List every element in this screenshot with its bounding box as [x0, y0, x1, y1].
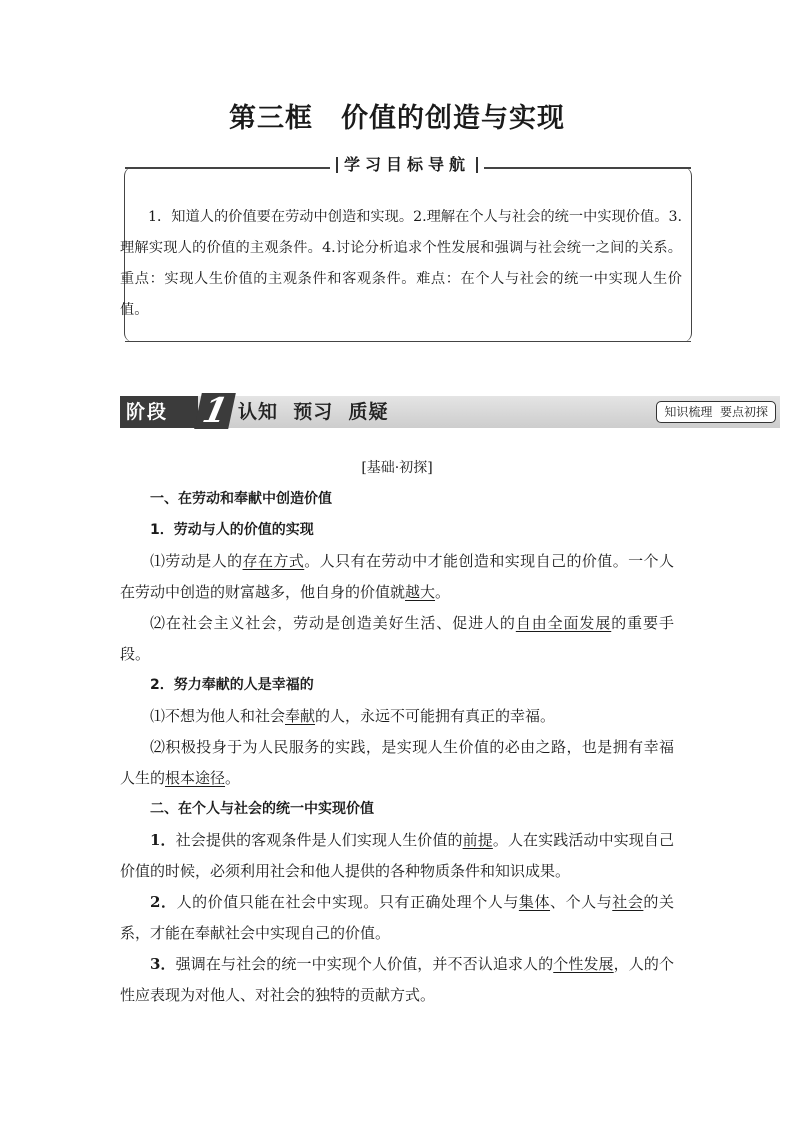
paragraph: ⑵积极投身于为人民服务的实践，是实现人生价值的必由之路，也是拥有幸福人生的根本途径。: [120, 738, 674, 787]
subheading-1: 1．劳动与人的价值的实现: [150, 522, 314, 538]
answer-blank: 自由全面发展: [515, 614, 612, 632]
answer-blank: 根本途径: [165, 769, 226, 787]
learning-goals-title: [330, 152, 484, 178]
title-right-bar: [476, 157, 478, 173]
learning-goals-label: 学习目标导航: [343, 155, 470, 174]
stage-title: 认知 预习 质疑: [238, 401, 389, 423]
subheading-2: 2．努力奉献的人是幸福的: [150, 677, 314, 693]
paragraph: 1．社会提供的客观条件是人们实现人生价值的前提。人在实践活动中实现自己价值的时候，必须利用社会和他人提供的各种物质条件和知识成果。: [120, 831, 674, 880]
answer-blank: 社会: [612, 893, 644, 911]
answer-blank: 存在方式: [242, 552, 305, 570]
main-content: [120, 455, 674, 1011]
title-left-bar: [336, 157, 338, 173]
section-heading-2: 二、在个人与社会的统一中实现价值: [150, 801, 374, 817]
answer-blank: 集体: [518, 893, 551, 911]
answer-blank: 越大: [405, 583, 436, 601]
paragraph: ⑵在社会主义社会，劳动是创造美好生活、促进人的自由全面发展的重要手段。: [120, 614, 674, 663]
page-title: 第三框 价值的创造与实现: [229, 103, 565, 134]
paragraph: 3．强调在与社会的统一中实现个人价值，并不否认追求人的个性发展，人的个性应表现为对他人、对社会的独特的贡献方式。: [120, 955, 674, 1004]
answer-blank: 前提: [462, 831, 493, 849]
stage-tag: 知识梳理 要点初探: [656, 401, 776, 423]
section-tag: [基础·初探]: [361, 460, 433, 476]
paragraph: 2．人的价值只能在社会中实现。只有正确处理个人与集体、个人与社会的关系，才能在奉献社会中实现自己的价值。: [120, 893, 674, 942]
stage-banner: [120, 391, 780, 431]
learning-goals-text: 1．知道人的价值要在劳动中创造和实现。2.理解在个人与社会的统一中实现价值。3.理解实现人的价值的主观条件。4.讨论分析追求个性发展和强调与社会统一之间的关系。重点：实现人生价值的主观条件和客观条件。难点：在个人与社会的统一中实现人生价值。: [120, 209, 682, 318]
answer-blank: 奉献: [285, 707, 316, 725]
stage-label: 阶段: [120, 396, 198, 428]
stage-number: 1: [194, 393, 236, 429]
section-heading-1: 一、在劳动和奉献中创造价值: [150, 491, 332, 507]
answer-blank: 个性发展: [553, 955, 614, 973]
paragraph: ⑴劳动是人的存在方式。人只有在劳动中才能创造和实现自己的价值。一个人在劳动中创造的财富越多，他自身的价值就越大。: [120, 552, 674, 601]
paragraph: ⑴不想为他人和社会奉献的人，永远不可能拥有真正的幸福。: [150, 707, 556, 725]
box-bottom-border: [125, 341, 691, 343]
